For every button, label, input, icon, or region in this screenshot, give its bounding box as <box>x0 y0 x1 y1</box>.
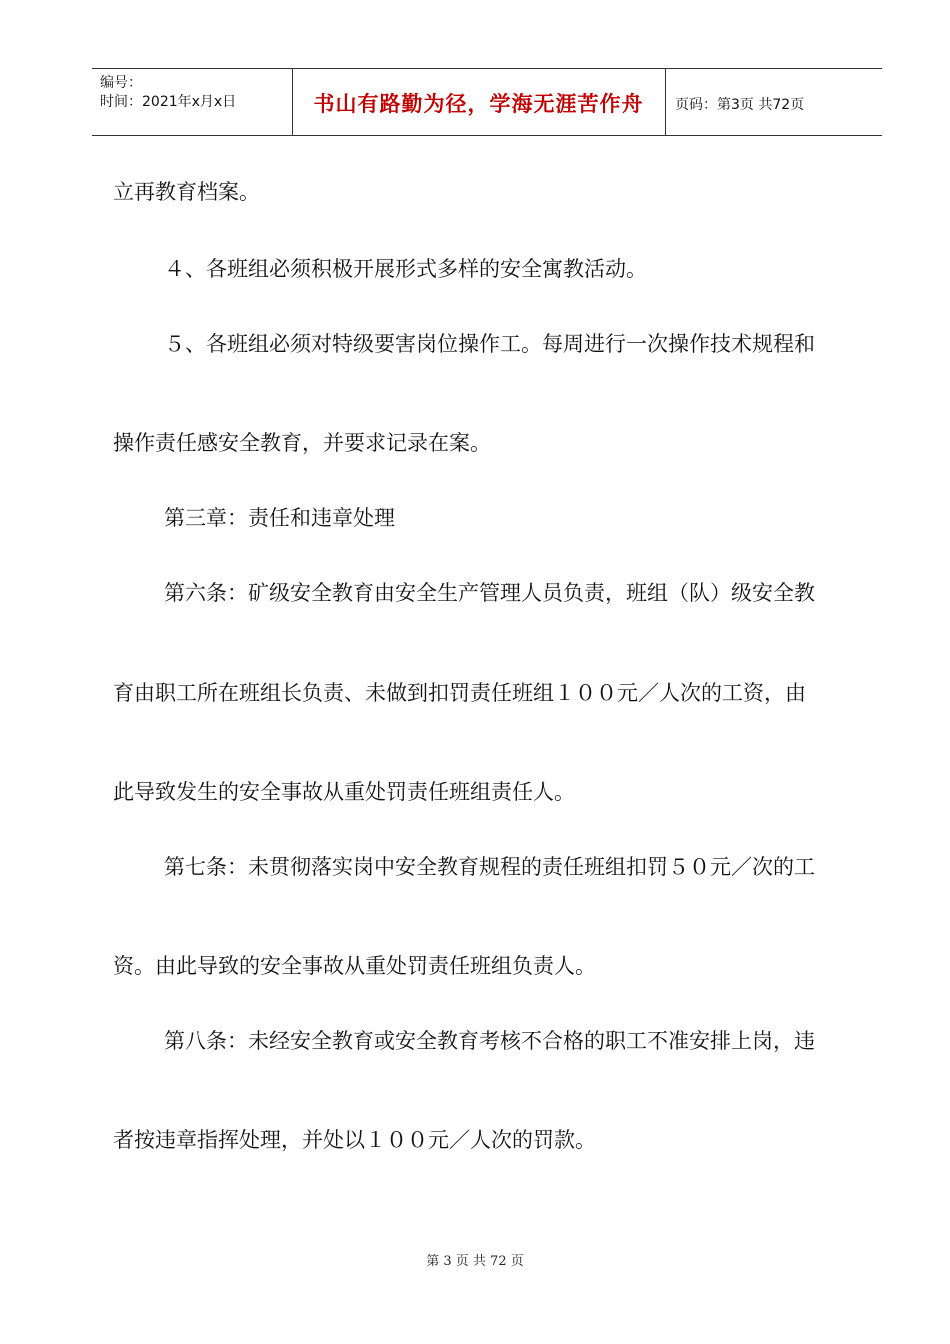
chapter-heading: 第三章：责任和违章处理 <box>164 506 395 530</box>
body-line: ４、各班组必须积极开展形式多样的安全寓教活动。 <box>164 257 647 281</box>
header-top-rule <box>92 68 882 69</box>
body-line: 育由职工所在班组长负责、未做到扣罚责任班组１００元／人次的工资，由 <box>113 681 806 705</box>
body-line: 资。由此导致的安全事故从重处罚责任班组负责人。 <box>113 954 596 978</box>
body-line: ５、各班组必须对特级要害岗位操作工。每周进行一次操作技术规程和 <box>164 332 815 356</box>
body-line: 此导致发生的安全事故从重处罚责任班组责任人。 <box>113 780 575 804</box>
header-bottom-rule <box>92 135 882 136</box>
header-motto: 书山有路勤为径，学海无涯苦作舟 <box>313 92 644 116</box>
header-divider-right <box>665 68 666 135</box>
body-line: 第八条：未经安全教育或安全教育考核不合格的职工不准安排上岗，违 <box>164 1029 815 1053</box>
page-label: 页码：第3页 共72页 <box>675 97 805 113</box>
body-line: 第七条：未贯彻落实岗中安全教育规程的责任班组扣罚５０元／次的工 <box>164 855 815 879</box>
serial-label: 编号： <box>100 75 142 91</box>
page-footer: 第 3 页 共 72 页 <box>426 1254 524 1269</box>
body-line: 者按违章指挥处理，并处以１００元／人次的罚款。 <box>113 1128 596 1152</box>
body-line: 操作责任感安全教育，并要求记录在案。 <box>113 431 491 455</box>
body-line: 第六条：矿级安全教育由安全生产管理人员负责，班组（队）级安全教 <box>164 581 815 605</box>
time-label: 时间：2021年x月x日 <box>100 94 237 110</box>
body-line: 立再教育档案。 <box>113 180 260 204</box>
